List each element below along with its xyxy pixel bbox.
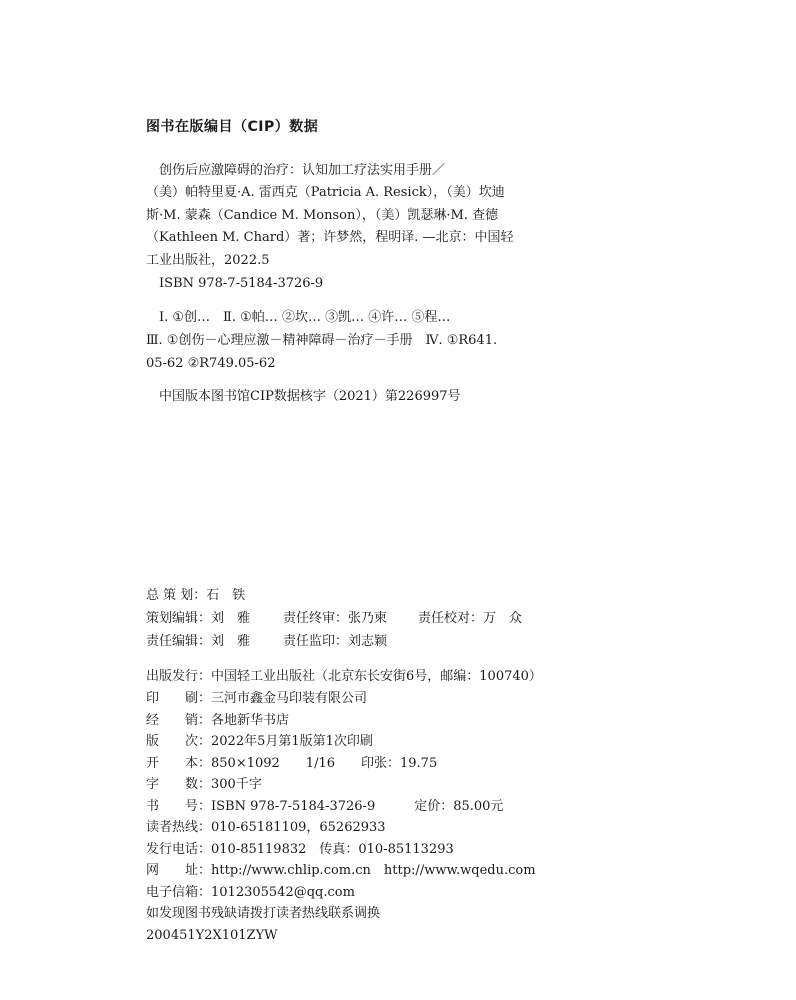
staff-name: 万 众 [483, 611, 523, 626]
pub-value: 200451Y2X101ZYW [146, 928, 278, 943]
cip-entry-line: 创伤后应激障碍的治疗：认知加工疗法实用手册／ [159, 163, 446, 178]
cip-classification-line: Ⅰ. ①创… Ⅱ. ①帕… ②坎… ③凯… ④许… ⑤程… [159, 310, 451, 325]
pub-row-edition [146, 733, 373, 751]
cip-verification: 中国版本图书馆CIP数据核字（2021）第226997号 [159, 389, 461, 404]
cip-entry-line: 斯·M. 蒙森（Candice M. Monson），（美）凯瑟琳·M. 查德 [146, 208, 499, 223]
pub-label: 读者热线： [146, 820, 212, 835]
pub-label: 字 数： [146, 777, 212, 792]
staff-name: 刘志颖 [348, 634, 388, 649]
pub-value: 300千字 [211, 777, 262, 792]
cip-entry-line: （Kathleen M. Chard）著；许梦然，程明译. —北京：中国轻 [146, 230, 514, 245]
pub-row-code [146, 927, 278, 945]
cip-isbn: ISBN 978-7-5184-3726-9 [159, 276, 324, 291]
pub-label: 网 址： [146, 863, 212, 878]
pub-row-distributor [146, 712, 289, 730]
staff-label: 责任编辑： [146, 634, 212, 649]
staff-name: 刘 雅 [211, 611, 251, 626]
pub-value: ISBN 978-7-5184-3726-9 定价：85.00元 [211, 799, 504, 814]
pub-label: 发行电话： [146, 842, 212, 857]
pub-row-reader-hotline [146, 819, 386, 837]
pub-row-website [146, 862, 536, 880]
pub-value: 010-65181109，65262933 [211, 820, 386, 835]
cip-entry-line: 工业出版社，2022.5 [146, 253, 270, 268]
pub-value: 2022年5月第1版第1次印刷 [211, 734, 373, 749]
pub-row-format [146, 755, 437, 773]
pub-row-notice [146, 905, 380, 923]
staff-name: 石 铁 [206, 588, 246, 603]
staff-label: 总 策 划： [146, 588, 207, 603]
staff-name: 张乃柬 [348, 611, 388, 626]
pub-label: 印 刷： [146, 691, 212, 706]
pub-value: 010-85119832 传真：010-85113293 [211, 842, 454, 857]
pub-row-email [146, 884, 355, 902]
staff-label: 责任监印： [283, 634, 349, 649]
pub-value: 850×1092 1/16 印张：19.75 [211, 756, 438, 771]
pub-row-printer [146, 690, 367, 708]
cip-heading: 图书在版编目（CIP）数据 [146, 119, 319, 135]
cip-classification-line: 05-62 ②R749.05-62 [146, 356, 276, 371]
pub-label: 出版发行： [146, 669, 212, 684]
pub-row-isbn-price [146, 798, 503, 816]
pub-row-phone-fax [146, 841, 454, 859]
staff-name: 刘 雅 [211, 634, 251, 649]
pub-value: 1012305542@qq.com [211, 885, 355, 900]
staff-label: 策划编辑： [146, 611, 212, 626]
cip-classification-line: Ⅲ. ①创伤－心理应激－精神障碍－治疗－手册 Ⅳ. ①R641. [146, 333, 498, 348]
pub-label: 开 本： [146, 756, 212, 771]
pub-value: 三河市鑫金马印装有限公司 [211, 691, 368, 706]
staff-label: 责任终审： [283, 611, 349, 626]
pub-value: http://www.chlip.com.cn http://www.wqedu.com [211, 863, 536, 878]
pub-label: 经 销： [146, 713, 212, 728]
staff-label: 责任校对： [418, 611, 484, 626]
cip-entry-line: （美）帕特里夏·A. 雷西克（Patricia A. Resick），（美）坎迪 [146, 185, 505, 200]
pub-label: 电子信箱： [146, 885, 212, 900]
pub-label: 书 号： [146, 799, 212, 814]
pub-row-word-count [146, 776, 262, 794]
pub-value: 中国轻工业出版社（北京东长安街6号，邮编：100740） [211, 669, 542, 684]
pub-value: 各地新华书店 [211, 713, 290, 728]
pub-row-publisher [146, 668, 542, 686]
pub-label: 版 次： [146, 734, 212, 749]
pub-value: 如发现图书残缺请拨打读者热线联系调换 [146, 906, 381, 921]
